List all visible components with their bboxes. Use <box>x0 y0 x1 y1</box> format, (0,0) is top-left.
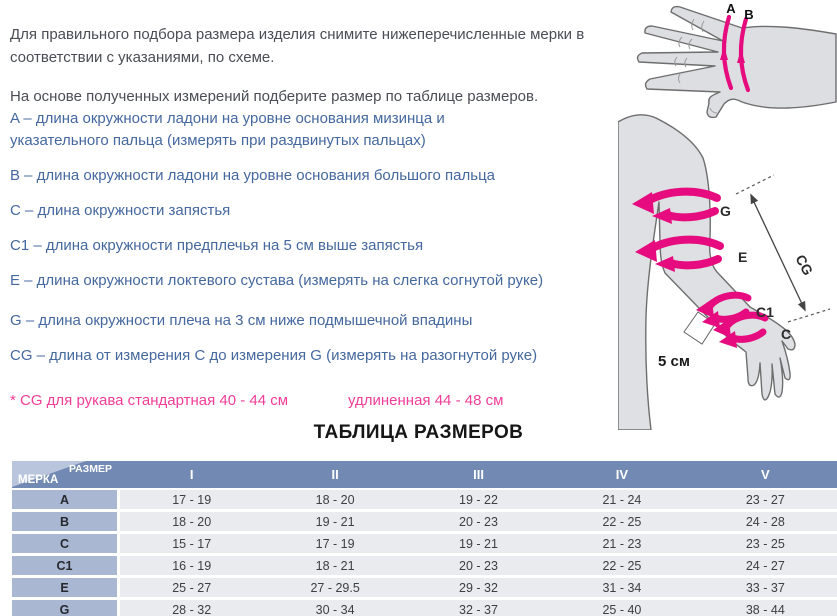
size-table-header <box>12 461 837 488</box>
size-table-row <box>0 490 837 509</box>
hand-shape <box>638 7 836 118</box>
row-values <box>120 578 837 597</box>
size-value-cell: 15 - 17 <box>172 536 212 551</box>
size-value-cell: 31 - 34 <box>602 580 642 595</box>
row-label: G <box>12 600 117 616</box>
row-label: C1 <box>12 556 117 575</box>
arm-label-g: G <box>720 203 731 219</box>
size-value-cell: 24 - 28 <box>745 514 785 529</box>
arm-diagram <box>618 112 837 430</box>
size-value-cell: 29 - 32 <box>459 580 498 595</box>
corner-size-label: РАЗМЕР <box>69 463 112 475</box>
arm-label-e: E <box>738 249 748 265</box>
row-label: C <box>12 534 117 553</box>
measurement-item: CG – длина от измерения C до измерения G (измерять на разогнутой руке) <box>10 347 538 364</box>
cg-arrow <box>750 193 805 311</box>
size-table-row <box>0 578 837 597</box>
size-value-cell: 19 - 21 <box>459 536 498 551</box>
size-table-row <box>0 556 837 575</box>
measurement-item: E – длина окружности локтевого сустава (измерять на слегка согнутой руке) <box>10 272 544 289</box>
measurement-item: B – длина окружности ладони на уровне основания большого пальца <box>10 167 496 184</box>
size-table-title: ТАБЛИЦА РАЗМЕРОВ <box>313 422 524 443</box>
hand-diagram <box>630 0 837 128</box>
row-values <box>120 600 837 616</box>
hand-label-a: A <box>726 1 736 16</box>
size-column-header: III <box>473 467 484 482</box>
size-value-cell: 24 - 27 <box>745 558 785 573</box>
size-column-header: IV <box>615 467 629 482</box>
measurement-item: G – длина окружности плеча на 3 см ниже подмышечной впадины <box>10 312 473 329</box>
size-value-cell: 28 - 32 <box>172 602 212 616</box>
size-value-cell: 23 - 27 <box>745 492 785 507</box>
measurement-item: A – длина окружности ладони на уровне основания мизинца и указательного пальца (измерять при раздвинутых пальцах) <box>10 110 445 149</box>
size-value-cell: 21 - 24 <box>602 492 642 507</box>
size-table-row <box>0 534 837 553</box>
arm-label-c: C <box>781 326 792 342</box>
row-label: E <box>12 578 117 597</box>
size-value-cell: 19 - 22 <box>459 492 498 507</box>
size-value-cell: 17 - 19 <box>172 492 212 507</box>
size-column-header: II <box>331 467 339 482</box>
row-label: B <box>12 512 117 531</box>
size-value-cell: 16 - 19 <box>172 558 212 573</box>
size-value-cell: 19 - 21 <box>315 514 355 529</box>
arm-label-c1: C1 <box>756 304 774 320</box>
note-standard: * CG для рукава стандартная 40 - 44 см <box>10 392 289 409</box>
size-value-cell: 20 - 23 <box>459 514 498 529</box>
size-value-cell: 33 - 37 <box>745 580 785 595</box>
row-values <box>120 512 837 531</box>
row-values <box>120 556 837 575</box>
row-values <box>120 490 837 509</box>
row-values <box>120 534 837 553</box>
size-column-header: V <box>760 467 770 482</box>
size-value-cell: 21 - 23 <box>602 536 642 551</box>
row-label: A <box>12 490 117 509</box>
size-value-cell: 25 - 27 <box>172 580 212 595</box>
size-table-row <box>0 512 837 531</box>
measurement-list <box>10 108 610 380</box>
hand-label-b: B <box>744 7 754 22</box>
size-value-cell: 17 - 19 <box>315 536 355 551</box>
note-extended: удлиненная 44 - 48 см <box>348 392 504 409</box>
size-value-cell: 25 - 40 <box>602 602 642 616</box>
measurement-item: C1 – длина окружности предплечья на 5 см выше запястья <box>10 237 424 254</box>
corner-measure-label: МЕРКА <box>18 474 59 486</box>
size-table-row <box>0 600 837 616</box>
size-value-cell: 18 - 20 <box>315 492 355 507</box>
size-value-cell: 20 - 23 <box>459 558 498 573</box>
sleeve-length-note <box>0 392 640 414</box>
intro-paragraph-1: Для правильного подбора размера изделия снимите нижеперечисленные мерки в соответствии с указаниями, по схеме. <box>10 26 585 66</box>
size-value-cell: 27 - 29.5 <box>310 580 360 595</box>
corner-cell <box>12 461 120 488</box>
size-value-cell: 18 - 20 <box>172 514 212 529</box>
size-value-cell: 32 - 37 <box>459 602 498 616</box>
arm-shape <box>618 115 795 430</box>
measurement-item: C – длина окружности запястья <box>10 202 231 219</box>
size-table-columns <box>120 461 837 488</box>
arm-label-5cm: 5 см <box>658 353 690 370</box>
size-value-cell: 18 - 21 <box>315 558 355 573</box>
size-value-cell: 22 - 25 <box>602 558 642 573</box>
size-value-cell: 30 - 34 <box>315 602 355 616</box>
size-table-body <box>0 490 837 616</box>
size-column-header: I <box>189 467 194 482</box>
size-value-cell: 22 - 25 <box>602 514 642 529</box>
size-value-cell: 38 - 44 <box>745 602 785 616</box>
intro-paragraph-2: На основе полученных измерений подберите размер по таблице размеров. <box>10 88 539 105</box>
size-value-cell: 23 - 25 <box>745 536 785 551</box>
arm-label-cg: CG <box>792 251 817 278</box>
